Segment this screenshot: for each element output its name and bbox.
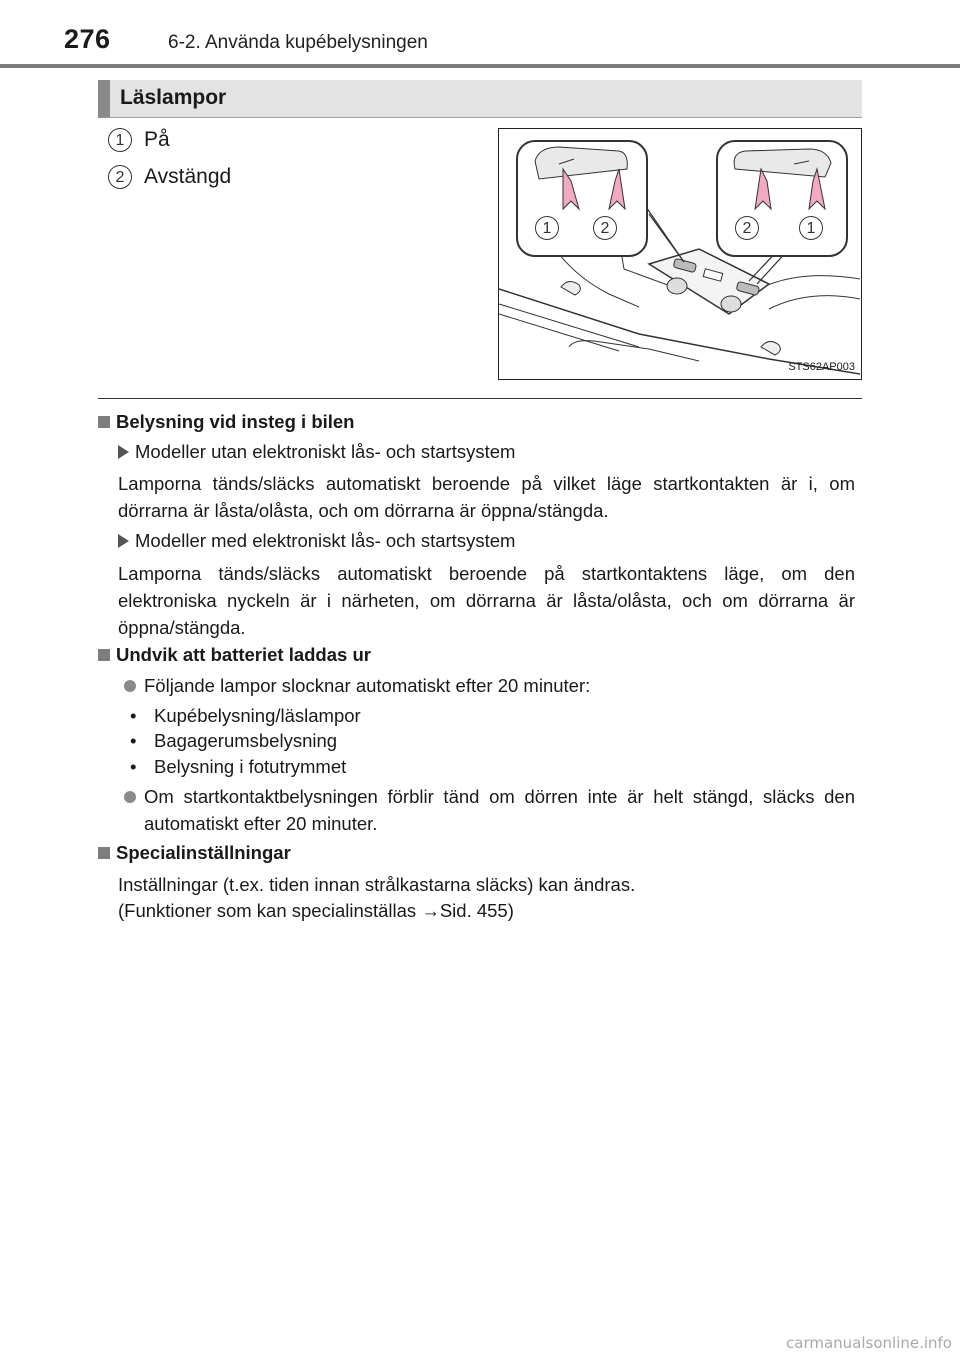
- model-variant-with-smart-key: [118, 530, 515, 552]
- running-head: 6-2. Använda kupébelysningen: [168, 32, 428, 53]
- heading-text: Belysning vid insteg i bilen: [116, 411, 355, 432]
- variant-text: Modeller med elektroniskt lås- och startsystem: [135, 530, 516, 551]
- round-bullet-icon: [124, 791, 136, 803]
- section-title: Läslampor: [120, 86, 227, 109]
- heading-battery-saver: [98, 644, 371, 666]
- square-bullet-icon: [98, 847, 110, 859]
- variant-text: Modeller utan elektroniskt lås- och startsystem: [135, 441, 516, 462]
- legend-item-off: [108, 165, 231, 189]
- illustration-drawing: [499, 129, 860, 378]
- callout-left-1: 1: [535, 216, 559, 240]
- note-text: Följande lampor slocknar automatiskt efter 20 minuter:: [144, 675, 591, 696]
- section-divider: [98, 398, 862, 399]
- heading-text: Specialinställningar: [116, 842, 291, 863]
- callout-right-2: 2: [735, 216, 759, 240]
- paragraph-with-smart-key: Lamporna tänds/släcks automatiskt beroende på startkontaktens läge, om den elektroniska nyckeln är i närheten, om dörrarna är låsta/olåsta, och om dörrarna är öppna/stängda.: [118, 563, 855, 638]
- heading-entry-lighting: [98, 411, 355, 433]
- list-item-text: Kupébelysning/läslampor: [154, 705, 361, 726]
- list-item-text: Bagagerumsbelysning: [154, 730, 338, 751]
- list-item-text: Belysning i fotutrymmet: [154, 756, 347, 777]
- legend-number-2: 2: [108, 165, 132, 189]
- callout-right-1: 1: [799, 216, 823, 240]
- list-item: • Kupébelysning/läslampor: [130, 705, 361, 726]
- triangle-arrow-icon: [118, 534, 129, 548]
- legend-label-off: Avstängd: [144, 165, 232, 188]
- reading-lamp-illustration: [498, 128, 862, 380]
- round-bullet-icon: [124, 680, 136, 692]
- legend-item-on: [108, 128, 170, 152]
- page-number: 276: [64, 24, 111, 54]
- heading-customization: [98, 842, 291, 864]
- callout-left-2: 2: [593, 216, 617, 240]
- header-rule: [0, 64, 960, 68]
- list-item: • Bagagerumsbelysning: [130, 730, 338, 751]
- legend-number-1: 1: [108, 128, 132, 152]
- heading-text: Undvik att batteriet laddas ur: [116, 644, 371, 665]
- watermark: carmanualsonline.info: [786, 1334, 952, 1352]
- list-item: • Belysning i fotutrymmet: [130, 756, 347, 777]
- note-ignition-light: [124, 783, 855, 837]
- model-variant-without-smart-key: [118, 441, 515, 463]
- square-bullet-icon: [98, 649, 110, 661]
- legend-label-on: På: [144, 128, 170, 151]
- section-title-bar: [98, 80, 862, 118]
- note-text: Om startkontaktbelysningen förblir tänd om dörren inte är helt stängd, släcks den automatiskt efter 20 minuter.: [144, 786, 855, 834]
- paragraph-without-smart-key: Lamporna tänds/släcks automatiskt beroende på vilket läge startkontakten är i, om dörrarna är låsta/olåsta, och om dörrarna är öppna/stängda.: [118, 473, 855, 521]
- note-auto-off-list-intro: [124, 672, 855, 699]
- square-bullet-icon: [98, 416, 110, 428]
- figure-code: STS62AP003: [788, 361, 855, 373]
- triangle-arrow-icon: [118, 445, 129, 459]
- customization-reference-link[interactable]: (Funktioner som kan specialinställas →Sid. 455): [118, 900, 514, 921]
- customization-line-1: Inställningar (t.ex. tiden innan strålkastarna släcks) kan ändras.: [118, 874, 636, 895]
